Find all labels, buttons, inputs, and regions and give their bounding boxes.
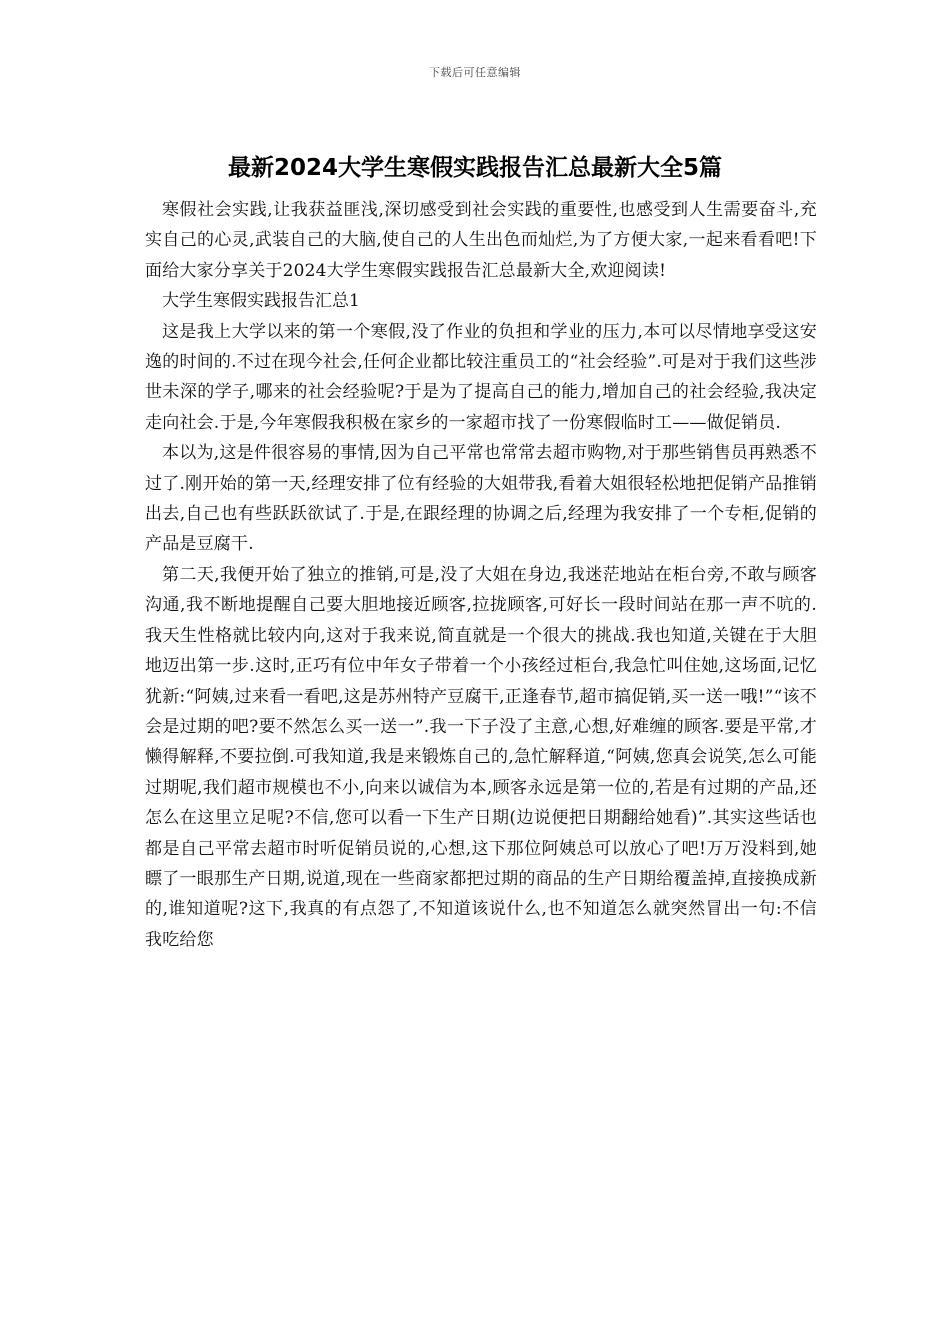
- section-heading: 大学生寒假实践报告汇总1: [162, 291, 360, 312]
- intro-paragraph: 寒假社会实践,让我获益匪浅,深切感受到社会实践的重要性,也感受到人生需要奋斗,充实自己的心灵,武装自己的大脑,使自己的人生出色而灿烂,为了方便大家,一起来看看吧!下面给大家分享关于2024大学生寒假实践报告汇总最新大全,欢迎阅读!: [145, 200, 817, 281]
- page-header-note: 下载后可任意编辑: [429, 66, 521, 79]
- document-title: 最新2024大学生寒假实践报告汇总最新大全5篇: [227, 155, 723, 181]
- body-paragraph-3: 第二天,我便开始了独立的推销,可是,没了大姐在身边,我迷茫地站在柜台旁,不敢与顾客沟通,我不断地提醒自己要大胆地接近顾客,拉拢顾客,可好长一段时间站在那一声不吭的.我天生性格就比较内向,这对于我来说,简直就是一个很大的挑战.我也知道,关键在于大胆地迈出第一步.这时,正巧有位中年女子带着一个小孩经过柜台,我急忙叫住她,这场面,记忆犹新:“阿姨,过来看一看吧,这是苏州特产豆腐干,正逢春节,超市搞促销,买一送一哦!”“该不会是过期的吧?要不然怎么买一送一”.我一下子没了主意,心想,好难缠的顾客.要是平常,才懒得解释,不要拉倒.可我知道,我是来锻炼自己的,急忙解释道,“阿姨,您真会说笑,怎么可能过期呢,我们超市规模也不小,向来以诚信为本,顾客永远是第一位的,若是有过期的产品,还怎么在这里立足呢?不信,您可以看一下生产日期(边说便把日期翻给她看)”.其实这些话也都是自己平常去超市时听促销员说的,心想,这下那位阿姨总可以放心了吧!万万没料到,她瞟了一眼那生产日期,说道,现在一些商家都把过期的商品的生产日期给覆盖掉,直接换成新的,谁知道呢?这下,我真的有点怨了,不知道该说什么,也不知道怎么就突然冒出一句:不信我吃给您: [145, 564, 817, 950]
- document-body: [145, 195, 817, 955]
- body-paragraph-1: 这是我上大学以来的第一个寒假,没了作业的负担和学业的压力,本可以尽情地享受这安逸的时间的.不过在现今社会,任何企业都比较注重员工的“社会经验”.可是对于我们这些涉世未深的学子,哪来的社会经验呢?于是为了提高自己的能力,增加自己的社会经验,我决定走向社会.于是,今年寒假我积极在家乡的一家超市找了一份寒假临时工——做促销员.: [145, 321, 817, 433]
- body-paragraph-2: 本以为,这是件很容易的事情,因为自己平常也常常去超市购物,对于那些销售员再熟悉不过了.刚开始的第一天,经理安排了位有经验的大姐带我,看着大姐很轻松地把促销产品推销出去,自己也有些跃跃欲试了.于是,在跟经理的协调之后,经理为我安排了一个专柜,促销的产品是豆腐干.: [145, 443, 817, 555]
